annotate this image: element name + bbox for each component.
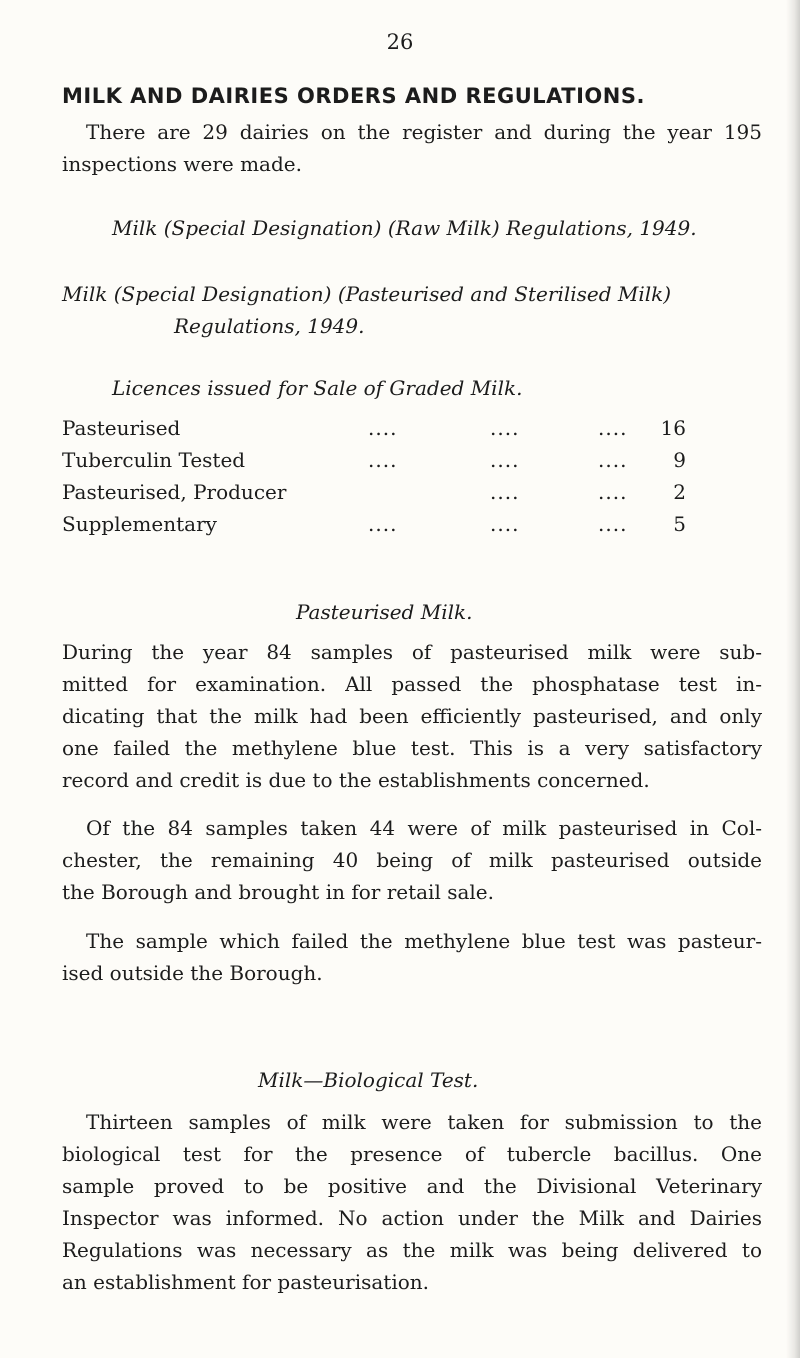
leader-dots: .... (490, 416, 520, 440)
text-line: record and credit is due to the establishments concerned. (62, 768, 650, 792)
pasteurised-paragraph-3 (62, 925, 762, 989)
intro-line-2: inspections were made. (62, 152, 302, 176)
licence-count: 9 (673, 448, 686, 472)
biological-test-title: Milk—Biological Test. (258, 1068, 479, 1092)
intro-paragraph (62, 116, 762, 180)
licence-row (62, 476, 686, 508)
licence-label: Tuberculin Tested (62, 448, 246, 472)
licence-label: Pasteurised (62, 416, 181, 440)
licence-row (62, 444, 686, 476)
leader-dots: .... (368, 416, 398, 440)
text-line: Regulations was necessary as the milk was being delivered to (62, 1238, 762, 1262)
regulation-raw-milk: Milk (Special Designation) (Raw Milk) Regulations, 1949. (112, 216, 697, 240)
intro-line-1: There are 29 dairies on the register and during the year 195 (86, 120, 762, 144)
page-number: 26 (386, 30, 414, 54)
text-line: sample proved to be positive and the Divisional Veterinary (62, 1174, 762, 1198)
leader-dots: .... (490, 512, 520, 536)
biological-paragraph (62, 1106, 762, 1298)
text-line: During the year 84 samples of pasteurised milk were sub- (62, 640, 762, 664)
text-line: one failed the methylene blue test. This is a very satisfactory (62, 736, 762, 760)
licence-count: 2 (673, 480, 686, 504)
licence-row (62, 508, 686, 540)
text-line: ised outside the Borough. (62, 961, 323, 985)
text-line: Inspector was informed. No action under the Milk and Dairies (62, 1206, 762, 1230)
leader-dots: .... (368, 448, 398, 472)
text-line: chester, the remaining 40 being of milk pasteurised outside (62, 848, 762, 872)
text-line: the Borough and brought in for retail sale. (62, 880, 494, 904)
leader-dots: .... (490, 480, 520, 504)
text-line: an establishment for pasteurisation. (62, 1270, 430, 1294)
leader-dots: .... (368, 512, 398, 536)
text-line: mitted for examination. All passed the phosphatase test in- (62, 672, 762, 696)
section-heading: MILK AND DAIRIES ORDERS AND REGULATIONS. (62, 84, 645, 108)
leader-dots: .... (490, 448, 520, 472)
pasteurised-milk-title: Pasteurised Milk. (296, 600, 473, 624)
leader-dots: .... (598, 416, 628, 440)
licence-label: Pasteurised, Producer (62, 480, 287, 504)
licence-row (62, 412, 686, 444)
pasteurised-paragraph-1 (62, 636, 762, 796)
licence-count: 5 (673, 512, 686, 536)
regulation-pasteurised-line-1: Milk (Special Designation) (Pasteurised and Sterilised Milk) (62, 282, 672, 306)
text-line: Of the 84 samples taken 44 were of milk pasteurised in Col- (86, 816, 762, 840)
page-edge-shadow (786, 0, 800, 1358)
licence-count: 16 (660, 416, 686, 440)
licence-label: Supplementary (62, 512, 217, 536)
pasteurised-paragraph-2 (62, 812, 762, 908)
text-line: The sample which failed the methylene blue test was pasteur- (86, 929, 762, 953)
text-line: biological test for the presence of tubercle bacillus. One (62, 1142, 762, 1166)
leader-dots: .... (598, 512, 628, 536)
text-line: Thirteen samples of milk were taken for submission to the (86, 1110, 762, 1134)
leader-dots: .... (598, 448, 628, 472)
text-line: dicating that the milk had been efficiently pasteurised, and only (62, 704, 762, 728)
licences-title: Licences issued for Sale of Graded Milk. (112, 376, 523, 400)
regulation-pasteurised-line-2: Regulations, 1949. (174, 314, 365, 338)
leader-dots: .... (598, 480, 628, 504)
